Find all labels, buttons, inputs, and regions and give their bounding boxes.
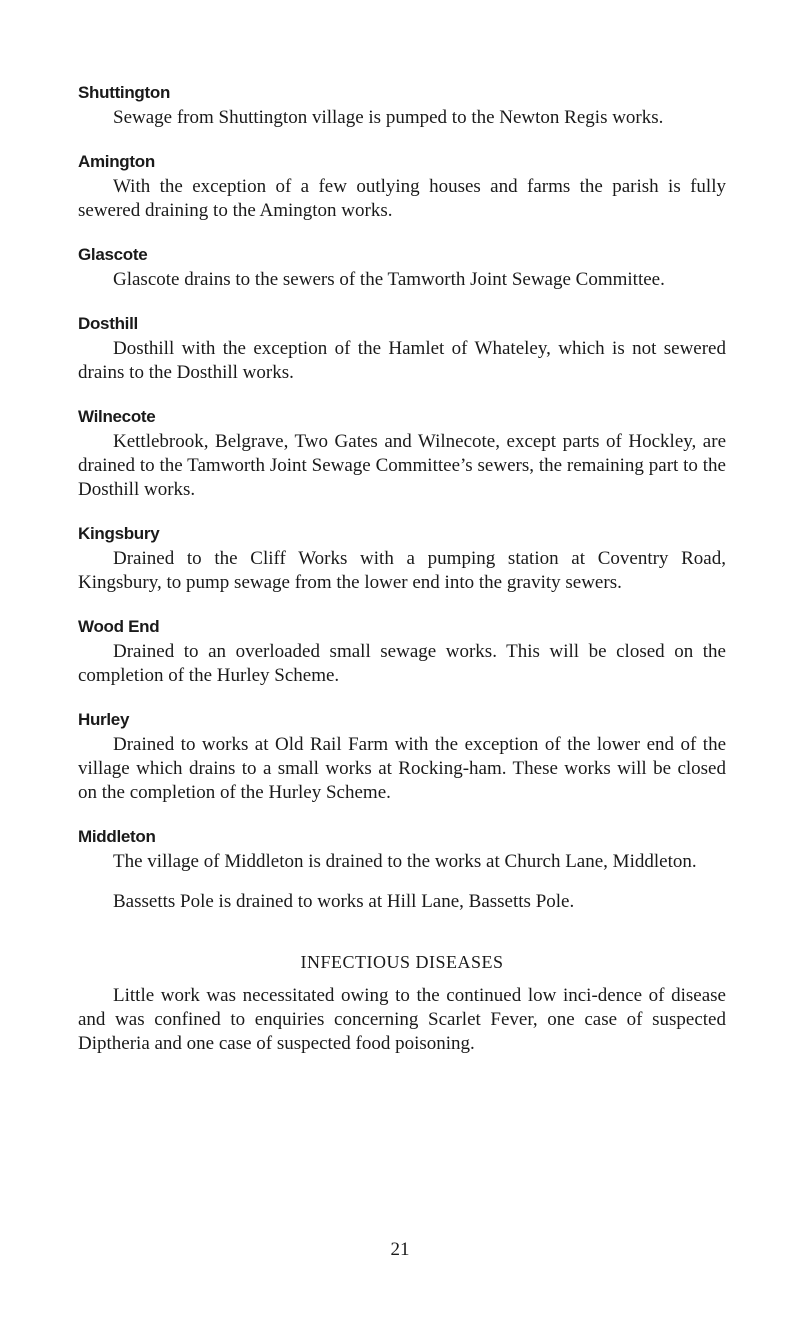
section-paragraph: Kettlebrook, Belgrave, Two Gates and Wilnecote, except parts of Hockley, are drained to the Tamworth Joint Sewage Committee’s sewers, the remaining part to the Dosthill works. bbox=[78, 431, 726, 500]
section-heading: Middleton bbox=[78, 827, 156, 846]
section-heading: Wood End bbox=[78, 617, 160, 636]
page-body bbox=[78, 82, 726, 1056]
section-heading: Kingsbury bbox=[78, 524, 160, 543]
section-wood-end bbox=[78, 616, 726, 688]
section-paragraph: Drained to an overloaded small sewage works. This will be closed on the completion of the Hurley Scheme. bbox=[78, 641, 726, 686]
section-paragraph: The village of Middleton is drained to the works at Church Lane, Middleton. bbox=[113, 851, 697, 872]
infectious-diseases-heading: INFECTIOUS DISEASES bbox=[300, 952, 504, 972]
section-kingsbury bbox=[78, 523, 726, 595]
section-paragraph: Dosthill with the exception of the Hamlet of Whateley, which is not sewered drains to the Dosthill works. bbox=[78, 338, 726, 383]
section-hurley bbox=[78, 709, 726, 805]
section-shuttington bbox=[78, 82, 726, 130]
section-paragraph: Sewage from Shuttington village is pumped to the Newton Regis works. bbox=[113, 107, 664, 128]
section-heading: Wilnecote bbox=[78, 407, 156, 426]
section-heading: Dosthill bbox=[78, 314, 138, 333]
section-glascote bbox=[78, 244, 726, 292]
section-paragraph: With the exception of a few outlying houses and farms the parish is fully sewered draining to the Amington works. bbox=[78, 176, 726, 221]
section-paragraph: Drained to the Cliff Works with a pumping station at Coventry Road, Kingsbury, to pump sewage from the lower end into the gravity sewers. bbox=[78, 548, 726, 593]
section-paragraph: Bassetts Pole is drained to works at Hill Lane, Bassetts Pole. bbox=[113, 891, 575, 912]
section-dosthill bbox=[78, 313, 726, 385]
section-paragraph: Glascote drains to the sewers of the Tamworth Joint Sewage Committee. bbox=[113, 269, 665, 290]
page-number: 21 bbox=[390, 1239, 410, 1260]
section-paragraph: Drained to works at Old Rail Farm with the exception of the lower end of the village which drains to a small works at Rocking-ham. These works will be closed on the completion of the Hurley Scheme. bbox=[78, 734, 726, 803]
section-amington bbox=[78, 151, 726, 223]
section-heading: Hurley bbox=[78, 710, 130, 729]
section-heading: Glascote bbox=[78, 245, 148, 264]
section-heading: Shuttington bbox=[78, 83, 171, 102]
section-wilnecote bbox=[78, 406, 726, 502]
infectious-diseases-paragraph: Little work was necessitated owing to the continued low inci-dence of disease and was confined to enquiries concerning Scarlet Fever, one case of suspected Diptheria and one case of suspected food poisoning. bbox=[78, 985, 726, 1054]
section-heading: Amington bbox=[78, 152, 155, 171]
section-middleton bbox=[78, 826, 726, 914]
